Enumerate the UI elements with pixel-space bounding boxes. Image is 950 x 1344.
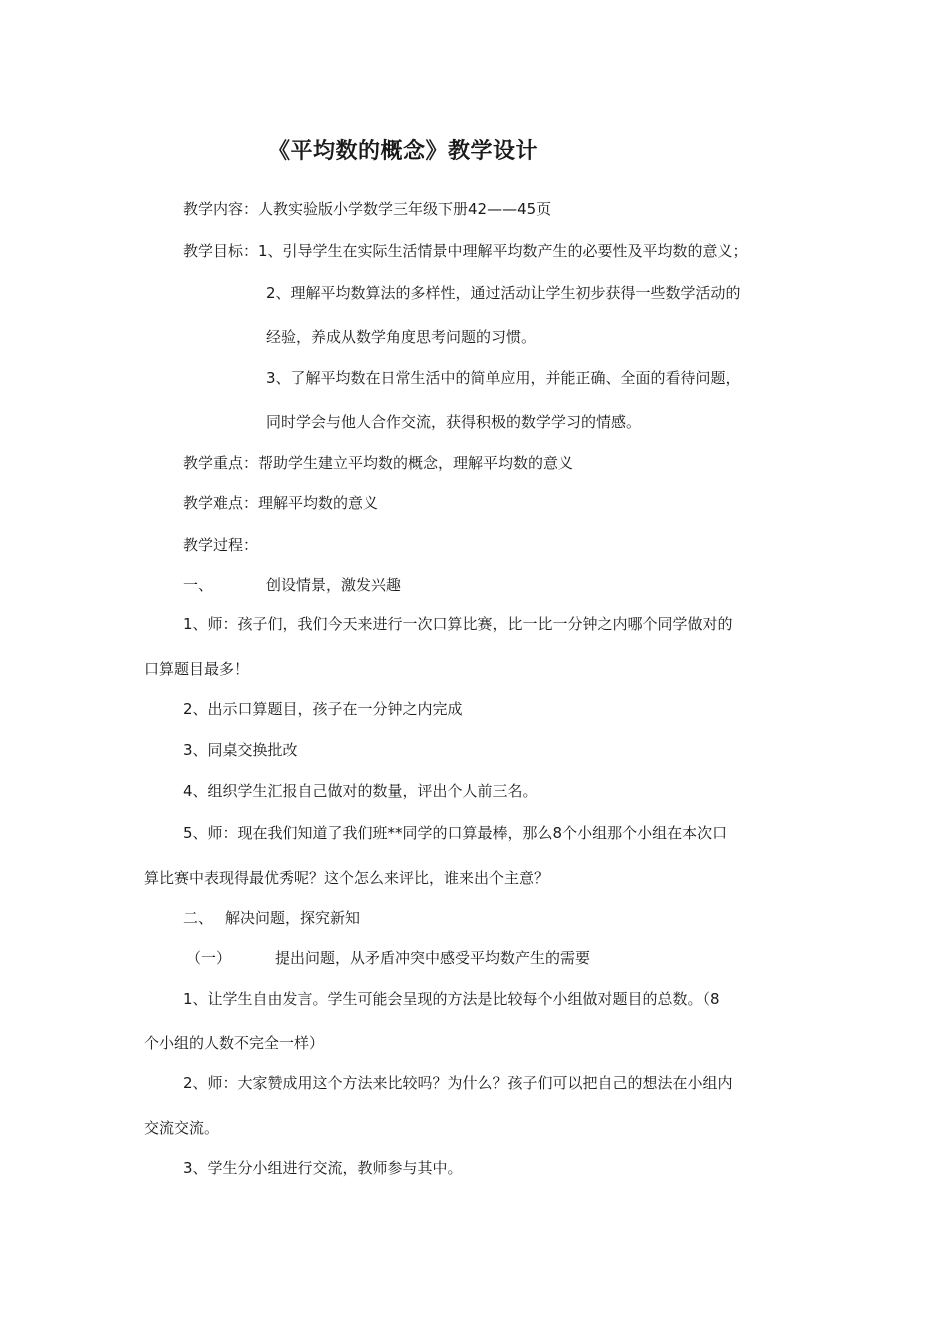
paragraph-5-line-1: 5、师：现在我们知道了我们班**同学的口算最棒，那么8个小组那个小组在本次口 — [183, 824, 728, 842]
teaching-difficult-point: 教学难点：理解平均数的意义 — [183, 494, 379, 512]
paragraph-1-line-1: 1、师：孩子们，我们今天来进行一次口算比赛，比一比一分钟之内哪个同学做对的 — [183, 615, 733, 633]
document-title: 《平均数的概念》教学设计 — [268, 139, 539, 164]
teaching-goal-3-line-2: 同时学会与他人合作交流，获得积极的数学学习的情感。 — [266, 413, 642, 431]
paragraph-1-line-2: 口算题目最多！ — [144, 660, 250, 678]
section-1-number: 一、 — [183, 576, 214, 594]
section-1-heading: 创设情景，激发兴趣 — [266, 576, 402, 594]
teaching-process-heading: 教学过程： — [183, 536, 259, 554]
section-2-number: 二、 — [183, 909, 214, 927]
question-3: 3、学生分小组进行交流，教师参与其中。 — [183, 1159, 463, 1177]
paragraph-3: 3、同桌交换批改 — [183, 741, 298, 759]
paragraph-4: 4、组织学生汇报自己做对的数量，评出个人前三名。 — [183, 782, 538, 800]
subsection-1-heading: 提出问题，从矛盾冲突中感受平均数产生的需要 — [275, 949, 591, 967]
question-2-line-2: 交流交流。 — [144, 1119, 220, 1137]
question-1-line-2: 个小组的人数不完全一样） — [144, 1034, 325, 1052]
teaching-goal-3-line-1: 3、了解平均数在日常生活中的简单应用，并能正确、全面的看待问题， — [266, 369, 741, 387]
subsection-1-number: （一） — [186, 949, 232, 967]
teaching-goal-1: 教学目标：1、引导学生在实际生活情景中理解平均数产生的必要性及平均数的意义； — [183, 242, 748, 260]
question-1-line-1: 1、让学生自由发言。学生可能会呈现的方法是比较每个小组做对题目的总数。（8 — [183, 990, 720, 1008]
paragraph-5-line-2: 算比赛中表现得最优秀呢？这个怎么来评比，谁来出个主意？ — [144, 869, 550, 887]
question-2-line-1: 2、师：大家赞成用这个方法来比较吗？为什么？孩子们可以把自己的想法在小组内 — [183, 1074, 733, 1092]
section-2-heading: 解决问题，探究新知 — [225, 909, 361, 927]
teaching-goal-2-line-2: 经验，养成从数学角度思考问题的习惯。 — [266, 328, 537, 346]
teaching-key-point: 教学重点：帮助学生建立平均数的概念，理解平均数的意义 — [183, 454, 574, 472]
paragraph-2: 2、出示口算题目，孩子在一分钟之内完成 — [183, 700, 463, 718]
teaching-content: 教学内容：人教实验版小学数学三年级下册42——45页 — [183, 200, 552, 218]
teaching-goal-2-line-1: 2、理解平均数算法的多样性，通过活动让学生初步获得一些数学活动的 — [266, 284, 741, 302]
